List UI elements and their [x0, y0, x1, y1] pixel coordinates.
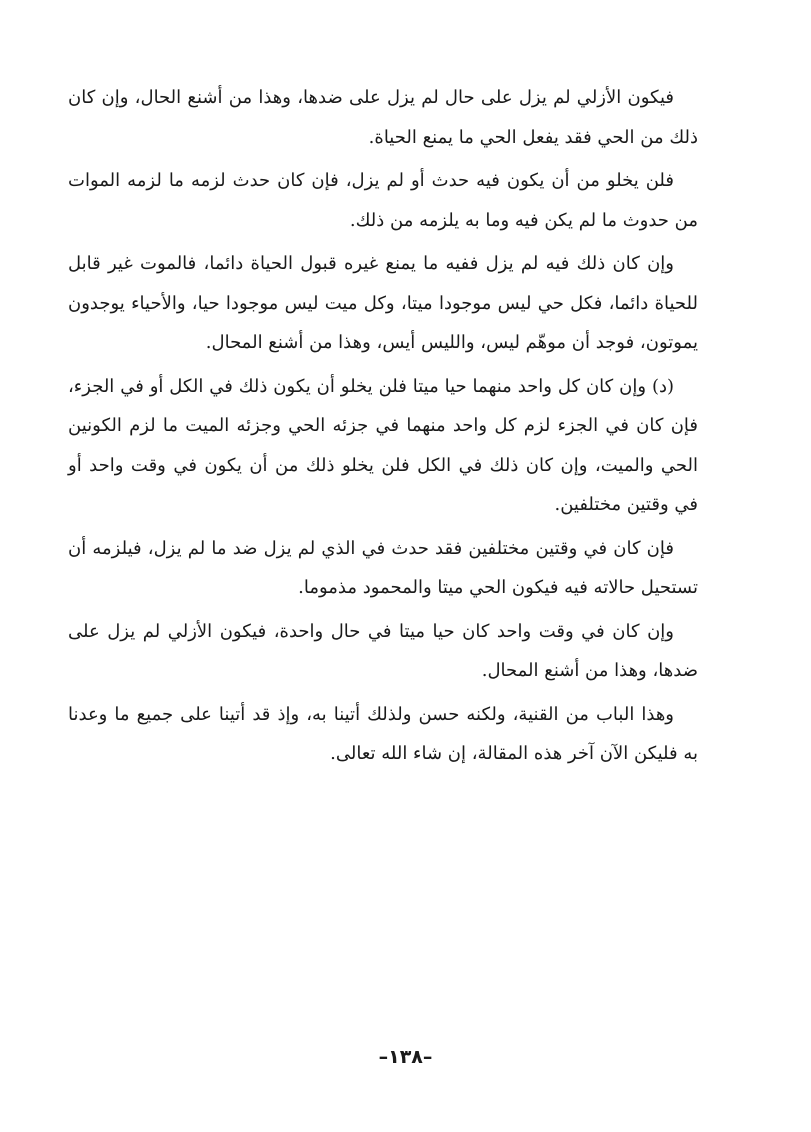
body-text: [68, 78, 698, 778]
paragraph: وإن كان في وقت واحد كان حيا ميتا في حال واحدة، فيكون الأزلي لم يزل على ضدها، وهذا من أشنع المحال.: [68, 620, 698, 681]
paragraph: وإن كان ذلك فيه لم يزل ففيه ما يمنع غيره قبول الحياة دائما، فالموت غير قابل للحياة دائما، فكل حي ليس موجودا ميتا، وكل ميت ليس موجودا حيا، والأحياء يوجدون يموتون، فوجد أن موهّم ليس، والليس أيس، وهذا من أشنع المحال.: [68, 253, 698, 353]
paragraph: فلن يخلو من أن يكون فيه حدث أو لم يزل، فإن كان حدث لزمه ما لزمه الموات من حدوث ما لم يكن فيه وما به يلزمه من ذلك.: [68, 170, 698, 231]
page-number: –١٣٨–: [378, 1046, 433, 1068]
paragraph: (د) وإن كان كل واحد منهما حيا ميتا فلن يخلو أن يكون ذلك في الكل أو في الجزء، فإن كان في الجزء لزم كل واحد منهما في جزئه الحي وجزئه الميت ما لزم الكونين الحي والميت، وإن كان ذلك في الكل فلن يخلو ذلك من أن يكون في وقت واحد أو في وقتين مختلفين.: [68, 375, 698, 515]
paragraph: فإن كان في وقتين مختلفين فقد حدث في الذي لم يزل ضد ما لم يزل، فيلزمه أن تستحيل حالاته فيه فيكون الحي ميتا والمحمود مذموما.: [68, 537, 698, 598]
paragraph: وهذا الباب من القنية، ولكنه حسن ولذلك أتينا به، وإذ قد أتينا على جميع ما وعدنا به فليكن الآن آخر هذه المقالة، إن شاء الله تعالى.: [68, 703, 698, 764]
paragraph: فيكون الأزلي لم يزل على حال لم يزل على ضدها، وهذا من أشنع الحال، وإن كان ذلك من الحي فقد يفعل الحي ما يمنع الحياة.: [68, 87, 698, 148]
